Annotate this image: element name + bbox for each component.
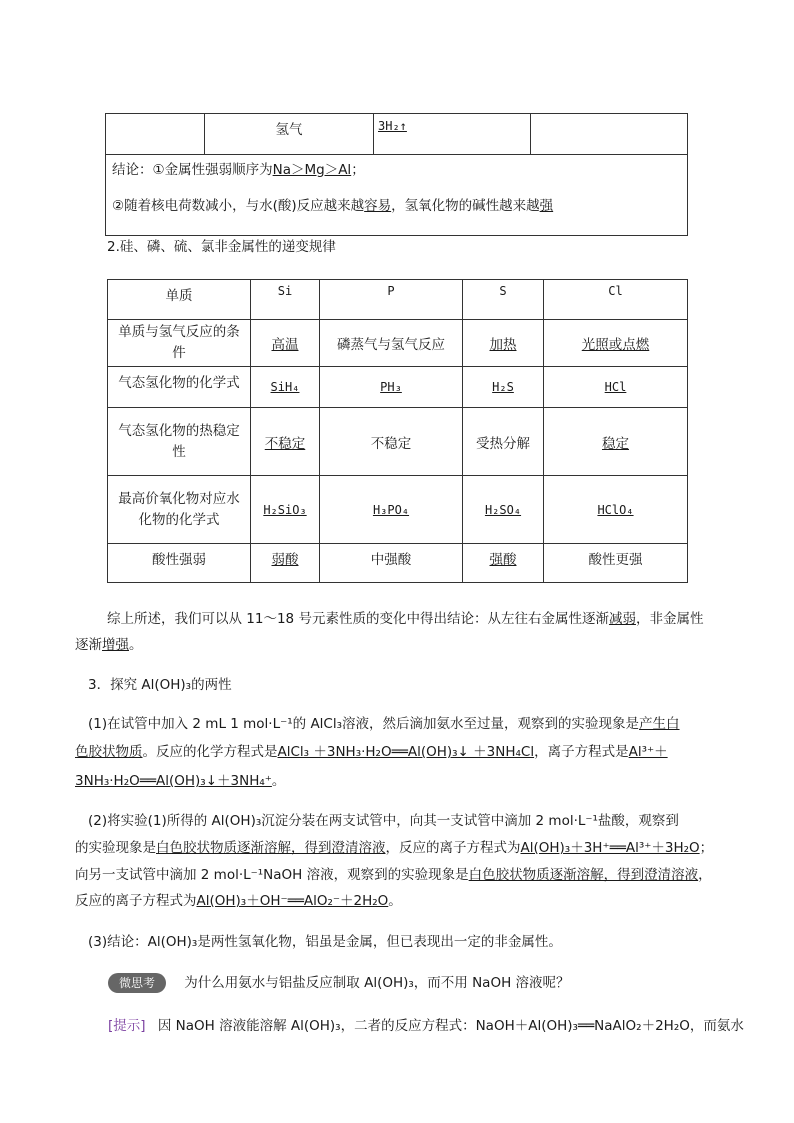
metal-order: Na＞Mg＞Al [272, 162, 352, 178]
section-2-title: 2.硅、磷、硫、氯非金属性的递变规律 [107, 239, 336, 255]
conclusion-1-end: ； [351, 162, 365, 178]
empty-cell [531, 114, 688, 155]
table-cell: HCl [604, 380, 627, 394]
blank-strengthen: 增强 [102, 637, 129, 653]
summary-text: 综上所述，我们可以从 11～18 号元素性质的变化中得出结论：从左往右金属性逐渐 [107, 611, 609, 627]
table-cell: 强酸 [489, 552, 517, 568]
ionic-equation: 3NH₃·H₂O══Al(OH)₃↓＋3NH₄⁺ [75, 773, 272, 789]
p1-text-b: 。反应的化学方程式是 [142, 744, 278, 760]
table-cell: H₂S [492, 380, 514, 394]
table-cell: H₂SO₄ [484, 502, 522, 517]
conclusion-2 [112, 195, 681, 217]
conclusion-1 [112, 159, 681, 181]
table-cell: SiH₄ [270, 380, 300, 394]
header-s: S [463, 280, 544, 320]
p2-text-c: 向另一支试管中滴加 2 mol·L⁻¹NaOH 溶液，观察到的实验现象是 [75, 867, 469, 883]
table-cell: 加热 [489, 337, 517, 353]
p2-text-d: 反应的离子方程式为 [75, 893, 197, 909]
summary-line-2 [75, 635, 143, 655]
table-cell: 不稳定 [370, 435, 412, 452]
table-cell: HClO₄ [597, 502, 634, 517]
p2-sep: ； [699, 840, 714, 856]
p1-line-2 [75, 742, 668, 762]
p1-text: (1)在试管中加入 2 mL 1 mol·L⁻¹的 AlCl₃溶液，然后滴加氨水至过量，观察到的实验现象是 [88, 716, 640, 732]
ionic-equation-acid: Al(OH)₃＋3H⁺══Al³⁺＋3H₂O [520, 840, 700, 856]
table-cell: 中强酸 [370, 552, 412, 568]
blank-easy: 容易 [364, 198, 392, 214]
header-p: P [320, 280, 463, 320]
empty-cell [106, 114, 205, 155]
p1-line-1 [88, 714, 680, 734]
p2-end: 。 [388, 893, 402, 909]
hint-label: [提示] [108, 1018, 146, 1034]
summary-line-1 [107, 609, 703, 629]
row-label: 最高价氧化物对应水化物的化学式 [108, 476, 251, 544]
table-cell: H₂SiO₃ [263, 502, 307, 517]
p1-end: 。 [271, 773, 286, 789]
hydrogen-formula [374, 114, 531, 155]
table-cell: 不稳定 [264, 435, 306, 452]
chemical-equation: AlCl₃ ＋3NH₃·H₂O══Al(OH)₃↓ ＋3NH₄Cl [277, 744, 535, 760]
blank-weaken: 减弱 [608, 611, 636, 627]
think-question-line [108, 973, 570, 993]
table-cell: 弱酸 [271, 552, 299, 568]
ionic-equation-base: Al(OH)₃＋OH⁻══AlO₂⁻＋2H₂O [196, 893, 389, 909]
p2-line-1: (2)将实验(1)所得的 Al(OH)₃沉淀分装在两支试管中，向其一支试管中滴加 2 mol·L⁻¹盐酸，观察到 [88, 813, 679, 829]
p3-conclusion: (3)结论：Al(OH)₃是两性氢氧化物，铝虽是金属，但已表现出一定的非金属性。 [88, 934, 562, 950]
hint-line [108, 1016, 744, 1036]
think-question: 为什么用氨水与铝盐反应制取 Al(OH)₃，而不用 NaOH 溶液呢？ [184, 975, 570, 991]
header-substance: 单质 [108, 280, 251, 320]
row-label: 气态氢化物的化学式 [108, 367, 251, 408]
p1-line-3 [75, 771, 285, 791]
p2-line-2 [75, 838, 713, 858]
blank-phenomenon-acid: 白色胶状物质逐渐溶解，得到澄清溶液 [156, 840, 386, 856]
row-label: 酸性强弱 [108, 544, 251, 583]
p2-line-3 [75, 865, 712, 885]
p2-text: 的实验现象是 [75, 840, 156, 856]
blank-phenomenon: 产生白 [639, 716, 680, 732]
formula-value: 3H₂↑ [378, 119, 407, 133]
row-label: 气态氢化物的热稳定性 [108, 408, 251, 476]
table-cell: H₃PO₄ [372, 502, 410, 517]
p2-text-b: ，反应的离子方程式为 [385, 840, 521, 856]
conclusion-cell [106, 155, 688, 236]
conclusion-2-text: ②随着核电荷数减小，与水(酸)反应越来越 [112, 198, 365, 214]
table-cell: 酸性更强 [588, 552, 643, 568]
blank-strong: 强 [539, 198, 554, 214]
metal-table [105, 113, 688, 236]
p1-text-c: ，离子方程式是 [534, 744, 629, 760]
blank-phenomenon-base: 白色胶状物质逐渐溶解，得到澄清溶液 [468, 867, 699, 883]
p2-line-4 [75, 891, 402, 911]
conclusion-2-text-b: ，氢氧化物的碱性越来越 [391, 198, 540, 214]
nonmetal-table [107, 279, 688, 583]
row-label: 单质与氢气反应的条件 [108, 320, 251, 367]
table-cell: 磷蒸气与氢气反应 [337, 337, 445, 353]
blank-phenomenon-cont: 色胶状物质 [75, 744, 143, 760]
ionic-equation-start: Al³⁺＋ [628, 744, 668, 760]
table-cell: 受热分解 [476, 435, 530, 452]
hint-text: 因 NaOH 溶液能溶解 Al(OH)₃，二者的反应方程式：NaOH＋Al(OH)₃══NaAlO₂＋2H₂O，而氨水 [157, 1018, 744, 1034]
p2-sep-b: ， [698, 867, 712, 883]
header-si: Si [251, 280, 320, 320]
row-label-hydrogen: 氢气 [205, 114, 374, 155]
think-badge: 微思考 [108, 973, 166, 993]
summary-text-c: 逐渐 [75, 637, 102, 653]
section-3-title: 3．探究 Al(OH)₃的两性 [88, 677, 232, 693]
summary-end: 。 [129, 637, 143, 653]
header-cl: Cl [544, 280, 688, 320]
table-cell: 光照或点燃 [581, 337, 650, 353]
summary-text-b: ，非金属性 [635, 611, 704, 627]
table-cell: PH₃ [380, 380, 402, 394]
table-cell: 高温 [271, 337, 299, 353]
table-cell: 稳定 [602, 435, 629, 452]
conclusion-1-text: 结论：①金属性强弱顺序为 [112, 162, 273, 178]
